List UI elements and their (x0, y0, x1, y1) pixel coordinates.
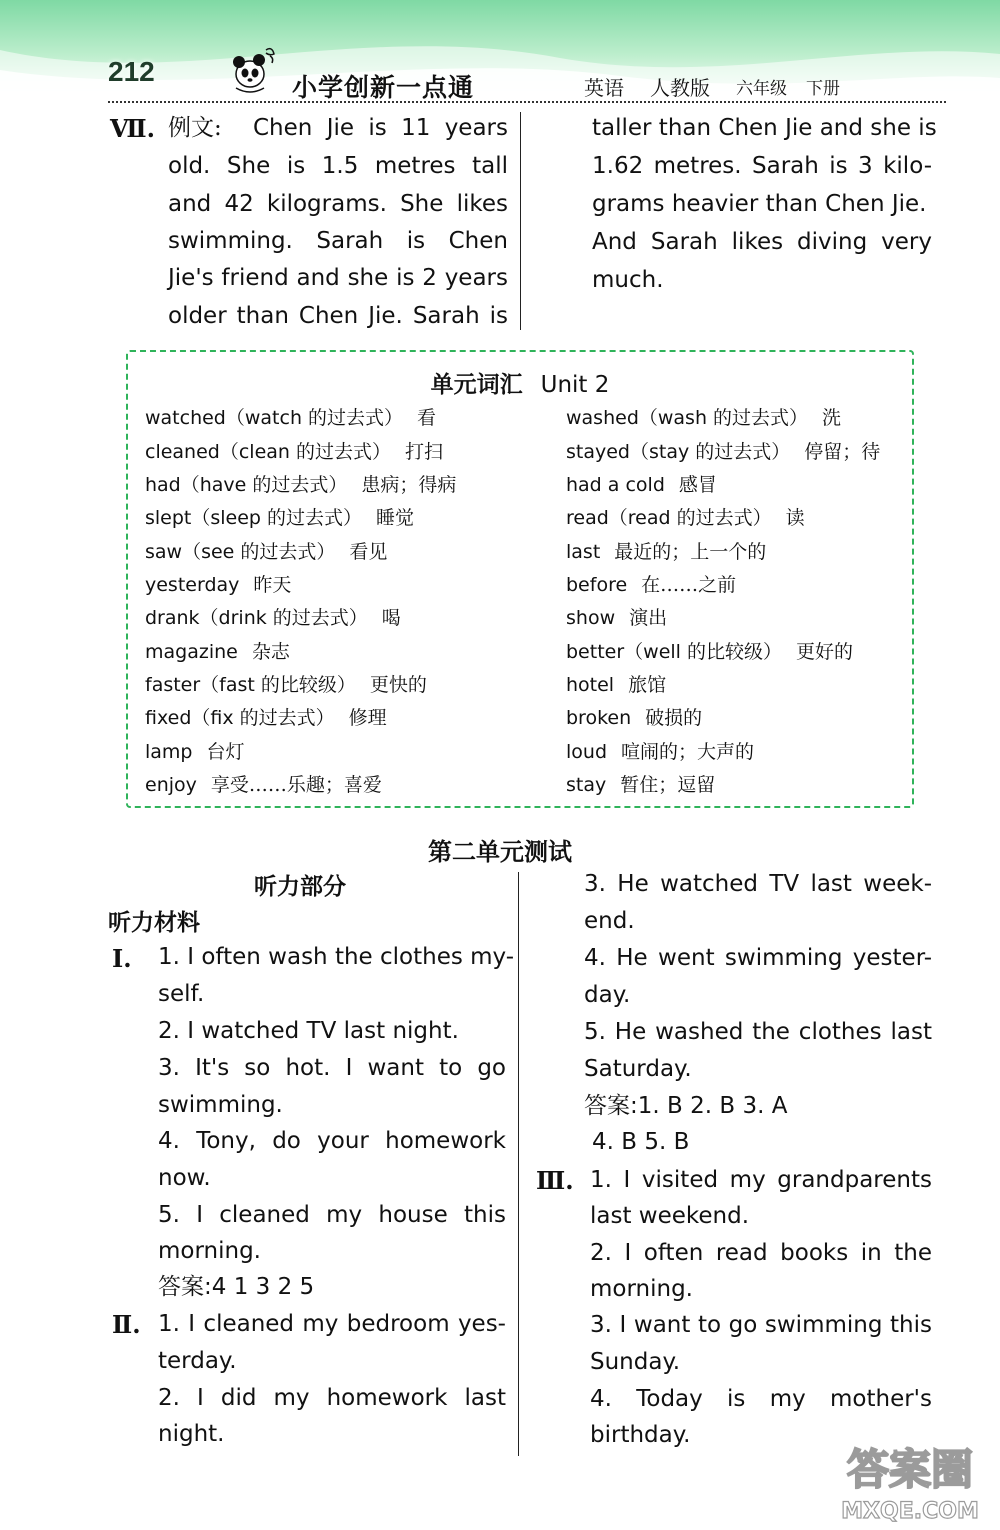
vocab-entry: before 在……之前 (566, 574, 737, 596)
vocab-entry: washed（wash 的过去式） 洗 (566, 407, 842, 429)
answer-key-ii: 答案:1. B 2. B 3. A (584, 1093, 788, 1119)
book-title: 小学创新一点通 (292, 73, 475, 102)
test-right-line: birthday. (590, 1422, 691, 1448)
test-left-line: morning. (158, 1238, 261, 1264)
essay-left-line: swimming. Sarah is Chen (168, 228, 508, 254)
test-left-line: 1. I cleaned my bedroom yes- (158, 1311, 506, 1337)
listening-material-heading: 听力材料 (108, 910, 200, 936)
vocab-entry: enjoy 享受……乐趣；喜爱 (145, 774, 382, 796)
grade-label: 六年级 (736, 79, 787, 99)
vocab-entry: broken 破损的 (566, 707, 703, 729)
vocab-entry: read（read 的过去式） 读 (566, 507, 805, 529)
sample-essay-label: 例文: (168, 115, 222, 141)
vocab-entry: saw（see 的过去式） 看见 (145, 541, 388, 563)
test-left-line: 3. It's so hot. I want to go (158, 1055, 506, 1081)
essay-left-line: Jie's friend and she is 2 years (168, 265, 508, 291)
test-left-line: 2. I did my homework last (158, 1385, 506, 1411)
answer-key-i: 答案:4 1 3 2 5 (158, 1274, 315, 1300)
test-left-line: swimming. (158, 1092, 283, 1118)
test-right-line: Sunday. (590, 1349, 681, 1375)
vocab-entry: had a cold 感冒 (566, 474, 717, 496)
test-left-line: self. (158, 981, 205, 1007)
vocab-entry: slept（sleep 的过去式） 睡觉 (145, 507, 415, 529)
test-right-line: 5. He washed the clothes last (584, 1019, 932, 1045)
column-divider-top (520, 112, 521, 330)
test-right-line: Saturday. (584, 1056, 692, 1082)
essay-right-line: 1.62 metres. Sarah is 3 kilo- (592, 153, 932, 179)
vocabulary-box (126, 350, 914, 808)
header-divider (108, 101, 946, 103)
vocab-entry: fixed（fix 的过去式） 修理 (145, 707, 387, 729)
column-divider-bottom (518, 872, 519, 1456)
test-right-line: morning. (590, 1276, 693, 1302)
essay-left-line: older than Chen Jie. Sarah is (168, 303, 508, 329)
essay-right-line: much. (592, 267, 664, 293)
test-right-line: day. (584, 982, 631, 1008)
svg-text:MXQE.COM: MXQE.COM (841, 1499, 979, 1524)
listening-part-heading: 听力部分 (254, 874, 346, 900)
test-right-line: 1. I visited my grandparents (590, 1167, 932, 1193)
essay-right-line: taller than Chen Jie and she is (592, 115, 937, 141)
answer-key-ii-continued: 4. B 5. B (592, 1129, 690, 1155)
test-left-line: now. (158, 1165, 211, 1191)
test-left-line: night. (158, 1421, 225, 1447)
page-number: 212 (108, 56, 155, 87)
vocab-entry: faster（fast 的比较级） 更快的 (145, 674, 427, 696)
test-left-line: 1. I often wash the clothes my- (158, 944, 515, 970)
test-right-line: 4. Today is my mother's (590, 1386, 932, 1412)
test-right-line: end. (584, 908, 635, 934)
essay-left-line: and 42 kilograms. She likes (168, 191, 508, 217)
test-left-line: 5. I cleaned my house this (158, 1202, 506, 1228)
essay-right-line: grams heavier than Chen Jie. (592, 191, 927, 217)
vocab-entry: last 最近的；上一个的 (566, 541, 767, 563)
vocab-entry: watched（watch 的过去式） 看 (145, 407, 437, 429)
vocab-entry: magazine 杂志 (145, 641, 290, 663)
vocab-entry: lamp 台灯 (145, 741, 245, 763)
test-right-line: 2. I often read books in the (590, 1240, 932, 1266)
section-i-numeral: Ⅰ. (112, 944, 132, 973)
test-right-line: 3. I want to go swimming this (590, 1312, 932, 1338)
test-left-line: terday. (158, 1348, 237, 1374)
site-watermark-logo (826, 1438, 994, 1526)
section-vii-numeral: Ⅶ. (110, 114, 155, 143)
section-iii-numeral: Ⅲ. (536, 1166, 574, 1195)
vocabulary-title (128, 366, 912, 399)
test-right-line: 3. He watched TV last week- (584, 871, 932, 897)
subject-label: 英语 (584, 76, 624, 100)
unit-test-title: 第二单元测试 (428, 838, 572, 866)
vocabulary-title-en: Unit 2 (540, 372, 610, 398)
edition-label: 人教版 (650, 76, 710, 100)
test-left-line: 2. I watched TV last night. (158, 1018, 459, 1044)
volume-label: 下册 (806, 79, 840, 99)
vocab-entry: stayed（stay 的过去式） 停留；待 (566, 441, 881, 463)
vocab-entry: loud 喧闹的；大声的 (566, 741, 755, 763)
vocab-entry: hotel 旅馆 (566, 674, 667, 696)
vocab-entry: show 演出 (566, 607, 668, 629)
essay-left-line: old. She is 1.5 metres tall (168, 153, 508, 179)
vocab-entry: cleaned（clean 的过去式） 打扫 (145, 441, 444, 463)
test-right-line: 4. He went swimming yester- (584, 945, 932, 971)
essay-left-line: Chen Jie is 11 years (253, 115, 508, 141)
section-ii-numeral: Ⅱ. (112, 1310, 141, 1339)
vocab-entry: stay 暂住；逗留 (566, 774, 716, 796)
vocab-entry: better（well 的比较级） 更好的 (566, 641, 853, 663)
test-left-line: 4. Tony, do your homework (158, 1128, 506, 1154)
test-right-line: last weekend. (590, 1203, 750, 1229)
vocab-entry: yesterday 昨天 (145, 574, 292, 596)
svg-text:答案圈: 答案圈 (846, 1445, 974, 1494)
essay-right-line: And Sarah likes diving very (592, 229, 932, 255)
vocab-entry: had（have 的过去式） 患病；得病 (145, 474, 457, 496)
panda-mascot-icon (226, 44, 280, 94)
vocab-entry: drank（drink 的过去式） 喝 (145, 607, 401, 629)
vocabulary-title-cn: 单元词汇 (430, 372, 523, 398)
